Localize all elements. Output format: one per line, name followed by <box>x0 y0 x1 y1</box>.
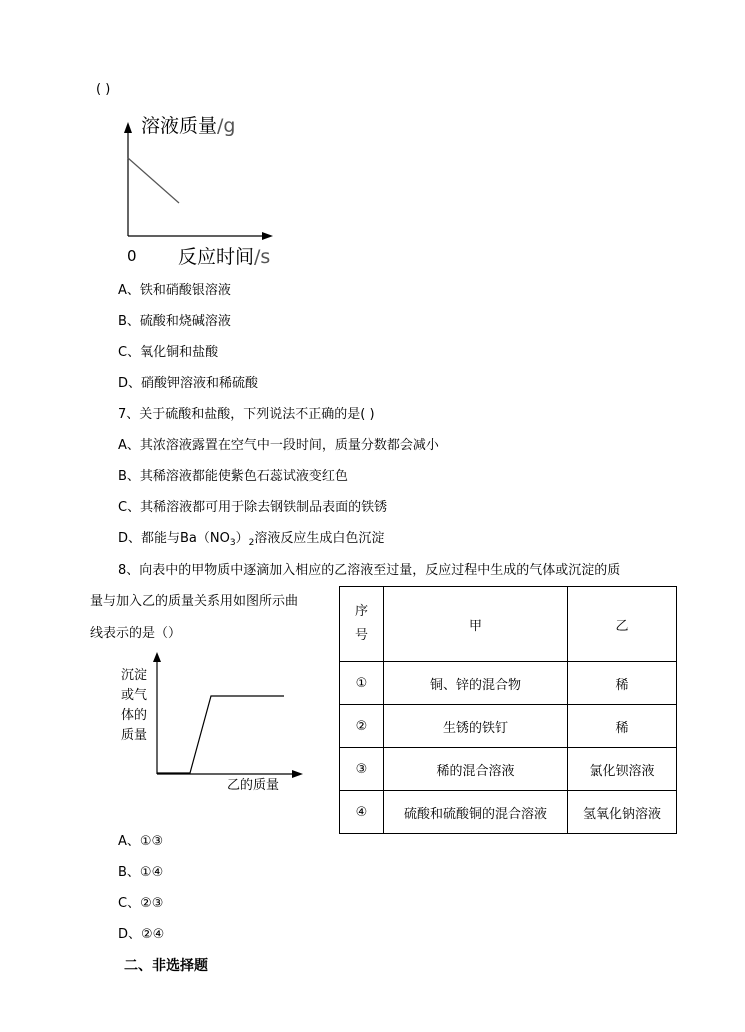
q8-option-d: D、②④ <box>118 927 165 942</box>
row-no: ③ <box>340 748 384 791</box>
graph2-xlabel: 乙的质量 <box>227 778 280 793</box>
q7-option-d: D、都能与$Ba(NO_3)_2$溶液反应生成白色沉淀 <box>118 531 385 548</box>
graph2-y-axis <box>153 652 161 774</box>
q7-option-b: B、其稀溶液都能使紫色石蕊试液变红色 <box>118 469 348 484</box>
row-jia: 铜、锌的混合物 <box>384 662 568 705</box>
row-yi: 稀 <box>568 662 677 705</box>
graph1-ylabel: 溶液质量/g <box>141 115 236 137</box>
table-row <box>340 748 677 791</box>
row-jia: 硫酸和硫酸铜的混合溶液 <box>384 791 568 834</box>
row-yi: 氢氧化钠溶液 <box>568 791 677 834</box>
graph2-x-axis <box>157 770 303 778</box>
graph2-ylabel: 沉淀 或气 体的 质量 <box>121 668 148 743</box>
row-jia: 生锈的铁钉 <box>384 705 568 748</box>
q8-stem-line2: 量与加入乙的质量关系用如图所示曲 <box>90 594 299 609</box>
row-yi: 稀 <box>568 705 677 748</box>
q7-option-a: A、其浓溶液露置在空气中一段时间，质量分数都会减小 <box>118 438 439 453</box>
row-jia: 稀的混合溶液 <box>384 748 568 791</box>
graph1-xlabel: 反应时间/s <box>178 246 271 268</box>
q8-option-b: B、①④ <box>118 865 164 880</box>
row-yi: 氯化钡溶液 <box>568 748 677 791</box>
q8-option-c: C、②③ <box>118 896 164 911</box>
row-no: ② <box>340 705 384 748</box>
q8-stem-line3: 线表示的是（） <box>90 626 182 641</box>
row-no: ① <box>340 662 384 705</box>
table-row <box>340 705 677 748</box>
q8-option-a: A、①③ <box>118 834 164 849</box>
header-yi: 乙 <box>568 587 677 662</box>
reagent-table <box>339 586 677 834</box>
q6-option-d: D、硝酸钾溶液和稀硫酸 <box>118 376 259 391</box>
header-jia: 甲 <box>384 587 568 662</box>
graph2-curve <box>157 696 284 773</box>
q7-stem: 7、关于硫酸和盐酸，下列说法不正确的是( ) <box>118 407 375 422</box>
q8-stem-line1: 8、向表中的甲物质中逐滴加入相应的乙溶液至过量，反应过程中生成的气体或沉淀的质 <box>118 563 621 578</box>
section-title: 二、非选择题 <box>124 958 208 974</box>
q6-option-b: B、硫酸和烧碱溶液 <box>118 314 231 329</box>
q7-option-c: C、其稀溶液都可用于除去钢铁制品表面的铁锈 <box>118 500 388 515</box>
table-row <box>340 662 677 705</box>
graph1-origin: 0 <box>127 247 137 265</box>
q6-option-a: A、铁和硝酸银溶液 <box>118 283 231 298</box>
table-header-row <box>340 587 677 662</box>
row-no: ④ <box>340 791 384 834</box>
header-no: 序 号 <box>340 587 384 662</box>
q6-option-c: C、氧化铜和盐酸 <box>118 345 219 360</box>
table-row <box>340 791 677 834</box>
answer-paren: ( ) <box>96 82 111 97</box>
